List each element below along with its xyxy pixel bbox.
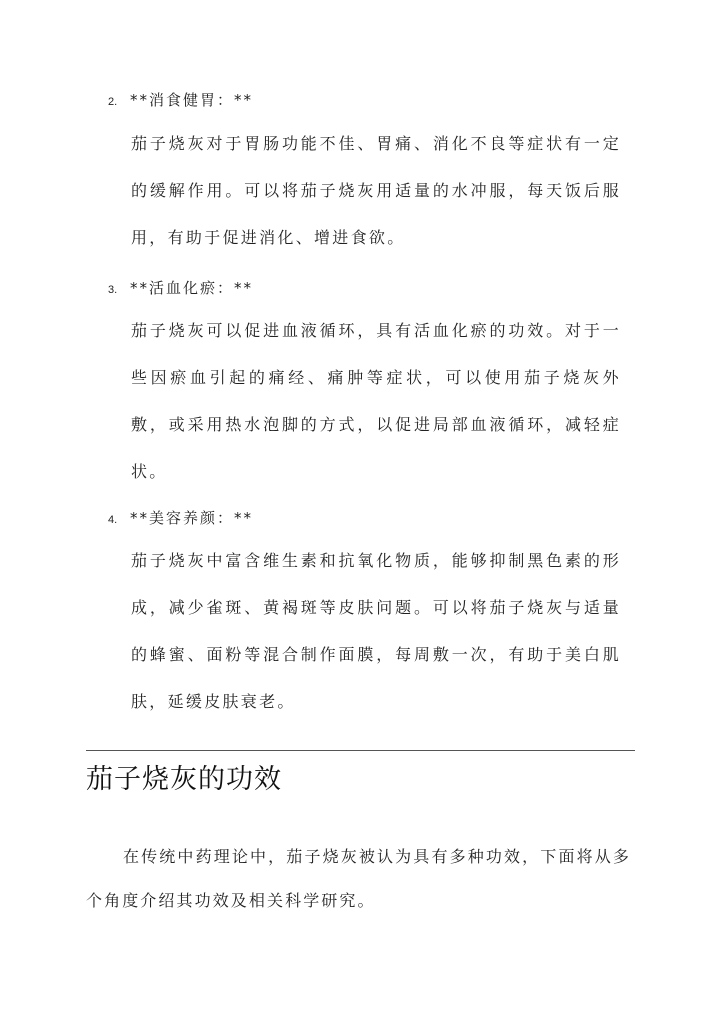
list-item-title: **美容养颜：** bbox=[130, 509, 254, 527]
section-paragraph: 在传统中药理论中，茄子烧灰被认为具有多种功效，下面将从多个角度介绍其功效及相关科学研究。 bbox=[86, 847, 631, 910]
list-item-heading bbox=[108, 90, 253, 112]
list-item-body: 茄子烧灰可以促进血液循环，具有活血化瘀的功效。对于一些因瘀血引起的痛经、痛肿等症状，可以使用茄子烧灰外敷，或采用热水泡脚的方式，以促进局部血液循环，减轻症状。 bbox=[131, 321, 621, 481]
list-item-title: **活血化瘀：** bbox=[130, 279, 254, 297]
list-item-number: 2. bbox=[108, 96, 118, 108]
list-item-number: 4. bbox=[108, 514, 118, 526]
list-item-title: **消食健胃：** bbox=[130, 91, 254, 109]
section-divider bbox=[86, 750, 635, 751]
list-item-body: 茄子烧灰对于胃肠功能不佳、胃痛、消化不良等症状有一定的缓解作用。可以将茄子烧灰用适量的水冲服，每天饭后服用，有助于促进消化、增进食欲。 bbox=[131, 134, 621, 247]
list-item-number: 3. bbox=[108, 284, 118, 296]
list-item-heading bbox=[108, 508, 253, 530]
list-item-heading bbox=[108, 278, 253, 300]
list-item-body: 茄子烧灰中富含维生素和抗氧化物质，能够抑制黑色素的形成，减少雀斑、黄褐斑等皮肤问题。可以将茄子烧灰与适量的蜂蜜、面粉等混合制作面膜，每周敷一次，有助于美白肌肤，延缓皮肤衰老。 bbox=[131, 551, 621, 711]
section-title: 茄子烧灰的功效 bbox=[86, 764, 282, 795]
